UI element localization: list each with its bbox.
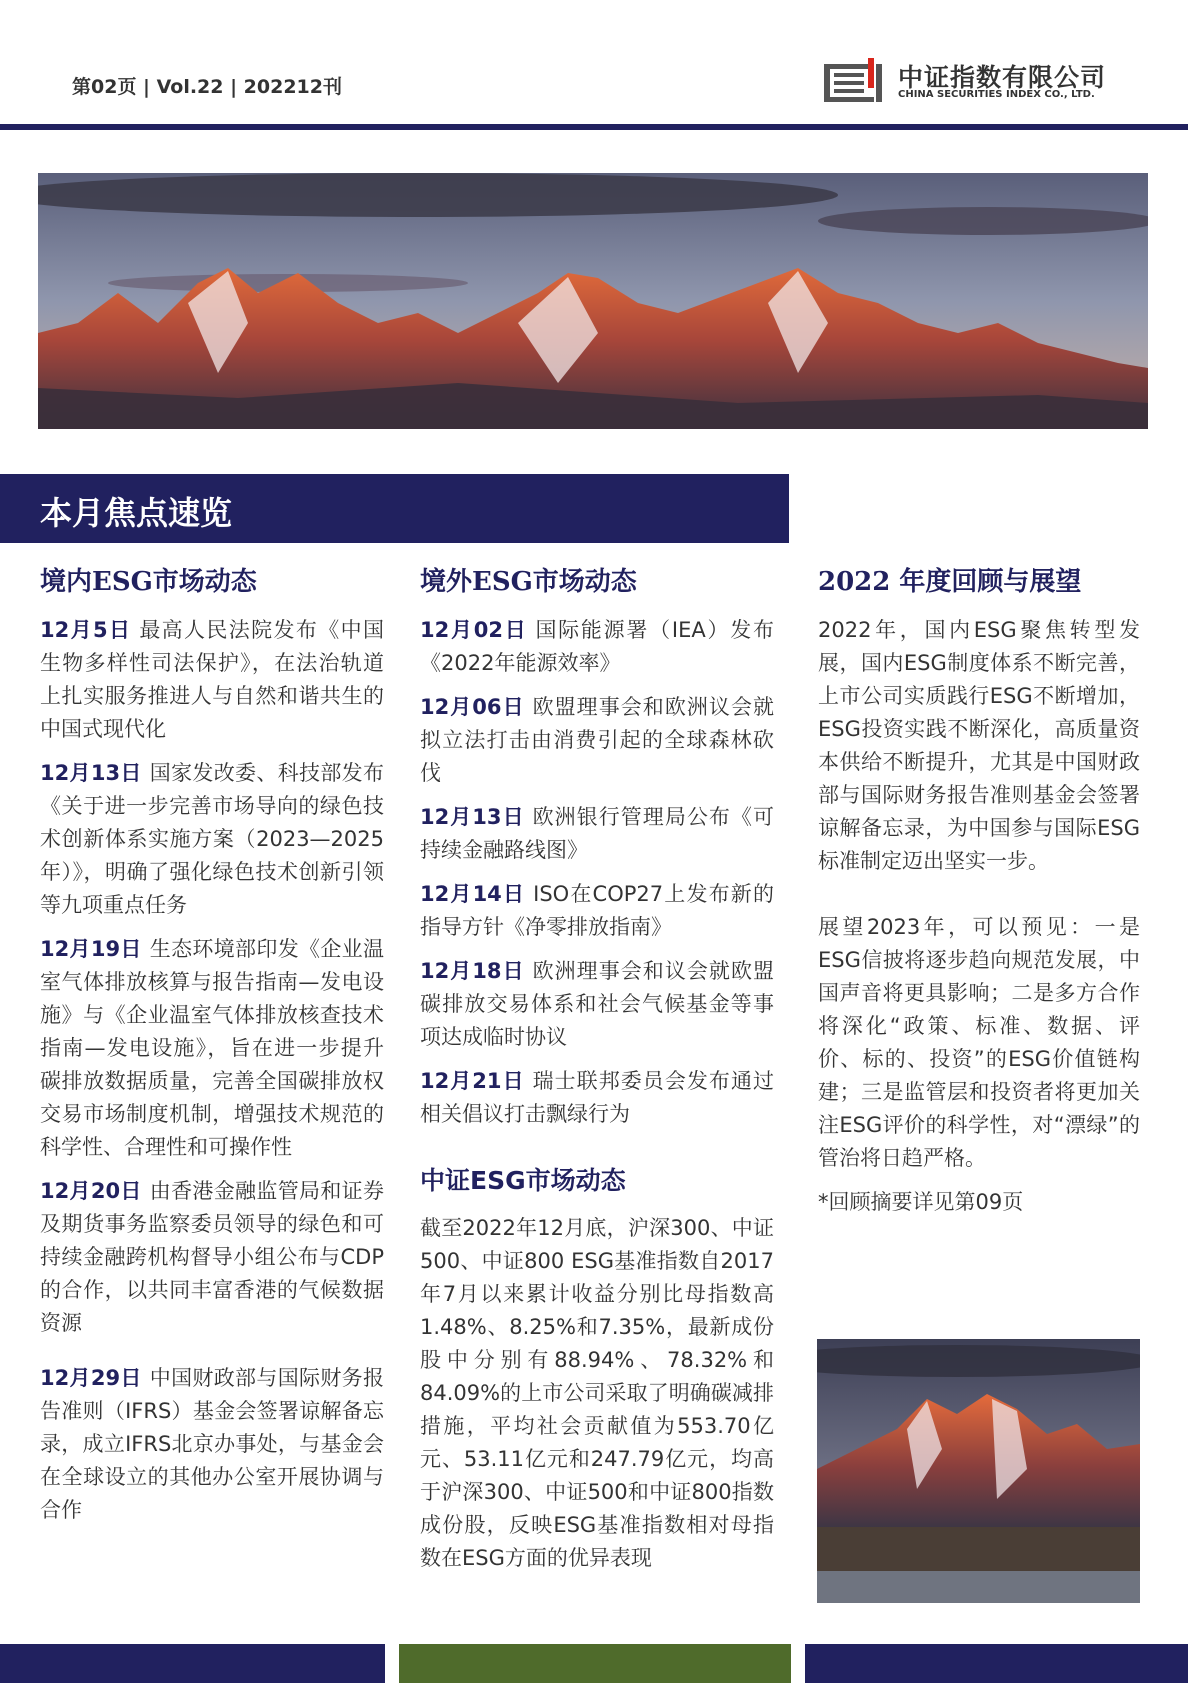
section-title: 本月焦点速览	[40, 494, 233, 532]
news-date: 12月13日	[420, 805, 525, 829]
news-date: 12月14日	[420, 882, 526, 906]
logo-text-en: CHINA SECURITIES INDEX CO., LTD.	[898, 89, 1095, 100]
news-text: 国际能源署（IEA）发布《2022年能源效率》	[420, 618, 774, 675]
news-date: 12月5日	[40, 618, 132, 642]
news-text: 瑞士联邦委员会发布通过相关倡议打击飘绿行为	[420, 1069, 774, 1126]
footer-bar-center	[399, 1644, 791, 1683]
domestic-news-list	[40, 614, 384, 1538]
news-text: 最高人民法院发布《中国生物多样性司法保护》，在法治轨道上扎实服务推进人与自然和谐共生的中国式现代化	[40, 618, 384, 741]
news-item	[420, 691, 774, 790]
news-text: 生态环境部印发《企业温室气体排放核算与报告指南—发电设施》与《企业温室气体排放核查技术指南—发电设施》，旨在进一步提升碳排放数据质量，完善全国碳排放权交易市场制度机制，增强技术规范的科学性、合理性和可操作性	[40, 937, 384, 1159]
issue-label: 第02页 | Vol.22 | 202212刊	[72, 76, 342, 98]
domestic-heading: 境内ESG市场动态	[40, 567, 257, 597]
news-date: 12月29日	[40, 1366, 142, 1390]
news-text: 欧盟理事会和欧洲议会就拟立法打击由消费引起的全球森林砍伐	[420, 695, 774, 785]
news-date: 12月13日	[40, 761, 142, 785]
news-item	[40, 933, 384, 1164]
news-text: 欧洲理事会和议会就欧盟碳排放交易体系和社会气候基金等事项达成临时协议	[420, 959, 774, 1049]
csi-logo-icon	[822, 56, 886, 106]
news-date: 12月20日	[40, 1179, 142, 1203]
news-item	[420, 801, 774, 867]
news-item	[420, 1065, 774, 1131]
news-text: 中国财政部与国际财务报告准则（IFRS）基金会签署谅解备忘录，成立IFRS北京办事处，与基金会在全球设立的其他办公室开展协调与合作	[40, 1366, 384, 1522]
overseas-heading: 境外ESG市场动态	[420, 567, 637, 597]
news-item	[40, 757, 384, 922]
news-date: 12月06日	[420, 695, 525, 719]
news-text: 国家发改委、科技部发布《关于进一步完善市场导向的绿色技术创新体系实施方案（2023—2025年）》，明确了强化绿色技术创新引领等九项重点任务	[40, 761, 384, 917]
footer-bar-left	[0, 1644, 385, 1683]
csi-body	[420, 1212, 774, 1586]
news-text: ISO在COP27上发布新的指导方针《净零排放指南》	[420, 882, 774, 939]
news-item	[420, 614, 774, 680]
review-paragraph-1: 2022年，国内ESG聚焦转型发展，国内ESG制度体系不断完善，上市公司实质践行ESG不断增加，ESG投资实践不断深化，高质量资本供给不断提升，尤其是中国财政部与国际财务报告准则基金会签署谅解备忘录，为中国参与国际ESG标准制定迈出坚实一步。	[818, 618, 1140, 873]
header-rule	[0, 124, 1188, 130]
news-date: 12月18日	[420, 959, 525, 983]
news-text: 欧洲银行管理局公布《可持续金融路线图》	[420, 805, 774, 862]
review-paragraph-2: 展望2023年，可以预见：一是ESG信披将逐步趋向规范发展，中国声音将更具影响；二是多方合作将深化“政策、标准、数据、评价、标的、投资”的ESG价值链构建；三是监管层和投资者将更加关注ESG评价的科学性，对“漂绿”的管治将日趋严格。	[818, 915, 1140, 1170]
news-text: 由香港金融监管局和证券及期货事务监察委员领导的绿色和可持续金融跨机构督导小组公布与CDP的合作，以共同丰富香港的气候数据资源	[40, 1179, 384, 1335]
review-heading: 2022 年度回顾与展望	[818, 567, 1082, 597]
footer-bar-right	[805, 1644, 1188, 1683]
csi-paragraph: 截至2022年12月底，沪深300、中证500、中证800 ESG基准指数自2017年7月以来累计收益分别比母指数高1.48%、8.25%和7.35%，最新成份股中分别有88.94%、78.32%和84.09%的上市公司采取了明确碳减排措施，平均社会贡献值为553.70亿元、53.11亿元和247.79亿元，均高于沪深300、中证500和中证800指数成份股，反映ESG基准指数相对母指数在ESG方面的优异表现	[420, 1216, 774, 1570]
review-note: *回顾摘要详见第09页	[818, 1190, 1024, 1214]
news-date: 12月19日	[40, 937, 142, 961]
review-body	[818, 614, 1140, 1230]
news-item	[420, 878, 774, 944]
news-item	[40, 1175, 384, 1340]
news-item	[40, 614, 384, 746]
overseas-news-list	[420, 614, 774, 1142]
company-logo	[822, 56, 1132, 108]
csi-heading: 中证ESG市场动态	[420, 1166, 626, 1195]
news-item	[420, 955, 774, 1054]
news-item	[40, 1362, 384, 1527]
section-title-bar	[0, 474, 789, 543]
logo-text-cn: 中证指数有限公司	[898, 63, 1107, 92]
news-date: 12月21日	[420, 1069, 525, 1093]
news-date: 12月02日	[420, 618, 528, 642]
page-header	[0, 0, 1188, 130]
mountain-photo	[817, 1339, 1140, 1603]
mountain-banner-image	[38, 173, 1148, 429]
